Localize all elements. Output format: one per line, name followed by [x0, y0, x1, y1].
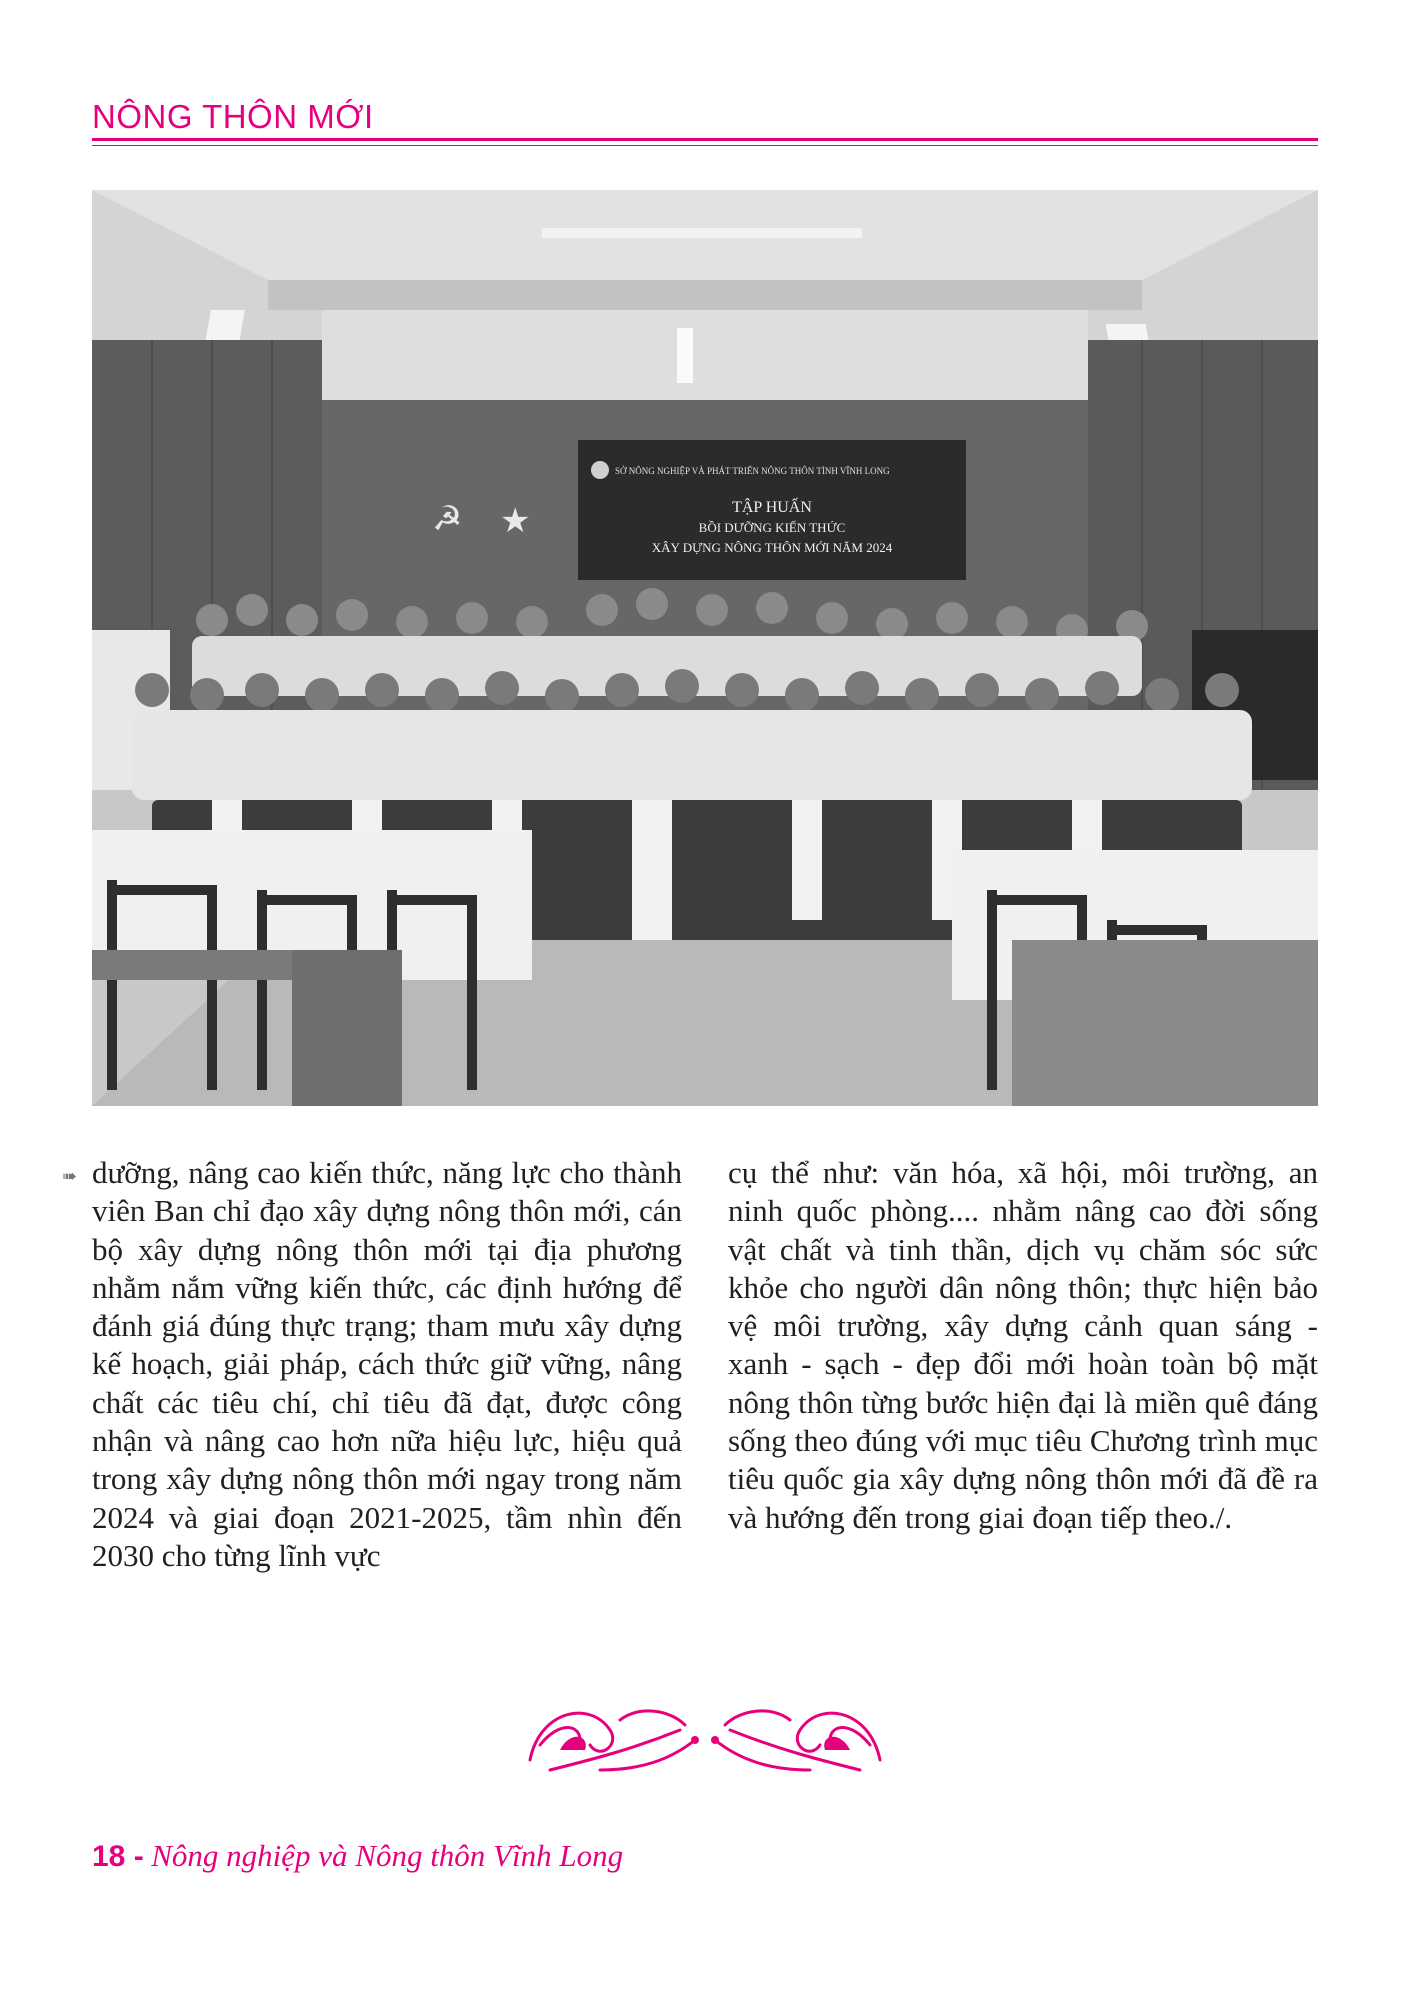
body-left-column: dưỡng, nâng cao kiến thức, năng lực cho thành viên Ban chỉ đạo xây dựng nông thôn mới, cán bộ xây dựng nông thôn mới tại địa phương nhằm nắm vững kiến thức, các định hướng để đánh giá đúng thực trạng; tham mưu xây dựng kế hoạch, giải pháp, cách thức giữ vững, nâng chất các tiêu chí, chỉ tiêu đã đạt, được công nhận và nâng cao hơn nữa hiệu lực, hiệu quả trong xây dựng nông thôn mới ngay trong năm 2024 và giai đoạn 2021-2025, tầm nhìn đến 2030 cho từng lĩnh vực: [92, 1155, 682, 1573]
slide-line1: TẬP HUẤN: [732, 499, 812, 516]
header-rule: [92, 138, 1318, 141]
publication-name: Nông nghiệp và Nông thôn Vĩnh Long: [151, 1838, 624, 1873]
svg-text:★: ★: [500, 501, 531, 541]
page-number: 18 -: [92, 1840, 144, 1873]
section-title: NÔNG THÔN MỚI: [92, 98, 374, 135]
body-right-column: cụ thể như: văn hóa, xã hội, môi trường, an ninh quốc phòng.... nhằm nâng cao đời sống vật chất và tinh thần, dịch vụ chăm sóc sức khỏe cho người dân nông thôn; thực hiện bảo vệ môi trường, xây dựng cảnh quan sáng - xanh - sạch - đẹp đổi mới hoàn toàn bộ mặt nông thôn từng bước hiện đại là miền quê đáng sống theo đúng với mục tiêu Chương trình mục tiêu quốc gia xây dựng nông thôn mới đã đề ra và hướng đến trong giai đoạn tiếp theo./.: [728, 1155, 1318, 1535]
svg-text:☭: ☭: [432, 499, 463, 539]
slide-org: SỞ NÔNG NGHIỆP VÀ PHÁT TRIỂN NÔNG THÔN TỈNH VĨNH LONG: [615, 466, 890, 476]
header-rule-thin: [92, 145, 1318, 146]
slide-line3: XÂY DỰNG NÔNG THÔN MỚI NĂM 2024: [651, 540, 893, 555]
floral-ornament-icon: [520, 1690, 890, 1785]
page-footer: [92, 1838, 623, 1874]
group-photo: [92, 190, 1318, 1106]
slide-line2: BỒI DƯỠNG KIẾN THỨC: [698, 520, 846, 535]
continuation-arrow-icon: ➠: [62, 1166, 78, 1187]
